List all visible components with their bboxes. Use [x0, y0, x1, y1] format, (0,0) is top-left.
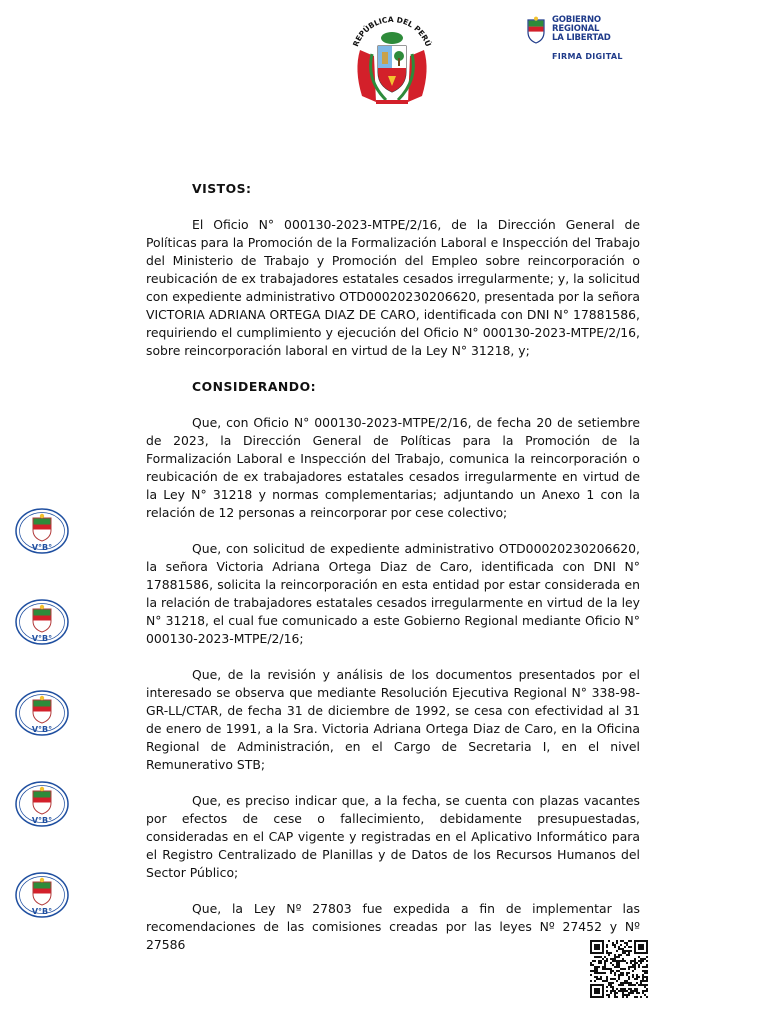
crest-caption: REPÚBLICA DEL PERÚ	[351, 14, 433, 48]
considerando-paragraph-5: Que, la Ley Nº 27803 fue expedida a fin de implementar las recomendaciones de las comisiones creadas por las leyes Nº 27452 y Nº 27586	[146, 901, 640, 952]
vobo-stamp-icon	[14, 779, 70, 829]
considerando-paragraph-4: Que, es preciso indicar que, a la fecha, se cuenta con plazas vacantes por efectos de cese o fallecimiento, debidamente presupuestadas, consideradas en el CAP vigente y registradas en el Aplicativo Informático para el Registro Centralizado de Planillas y de Datos de los Recursos Humanos del Sector Público;	[146, 793, 640, 880]
vobo-stamp-icon	[14, 506, 70, 556]
vobo-label: V°B°	[31, 634, 53, 643]
heading-considerando: CONSIDERANDO:	[192, 379, 317, 394]
vobo-label: V°B°	[31, 725, 53, 734]
vobo-label: V°B°	[31, 907, 53, 916]
vobo-stamp-icon	[14, 688, 70, 738]
gr-line-3: LA LIBERTAD	[552, 33, 611, 43]
considerando-paragraph-1: Que, con Oficio N° 000130-2023-MTPE/2/16, de fecha 20 de setiembre de 2023, la Dirección General de Políticas para la Promoción de la Formalización Laboral e Inspección del Trabajo, comunica la reincorporación o reubicación de ex trabajadores estatales cesados irregularmente en virtud de la Ley N° 31218 y normas complementarias; adjuntando un Anexo 1 con la relación de 12 personas a reincorporar por cese colectivo;	[146, 415, 640, 520]
vobo-label: V°B°	[31, 816, 53, 825]
document-body	[146, 180, 640, 972]
qr-code-icon	[590, 940, 648, 998]
gobierno-regional-logo	[522, 14, 632, 74]
vobo-stamp-icon	[14, 597, 70, 647]
regional-shield-icon	[526, 16, 546, 44]
considerando-paragraph-3: Que, de la revisión y análisis de los documentos presentados por el interesado se observa que mediante Resolución Ejecutiva Regional N° 338-98-GR-LL/CTAR, de fecha 31 de diciembre de 1992, se cesa con efectividad al 31 de enero de 1991, a la Sra. Victoria Adriana Ortega Diaz de Caro, en la Oficina Regional de Administración, en el Cargo de Secretaria I, en el nivel Remunerativo STB;	[146, 667, 640, 772]
vobo-label: V°B°	[31, 543, 53, 552]
gr-line-1: GOBIERNO	[552, 15, 601, 25]
coat-of-arms-icon	[346, 10, 438, 110]
considerando-paragraph-2: Que, con solicitud de expediente administrativo OTD00020230206620, la señora Victoria Adriana Ortega Diaz de Caro, identificada con DNI N° 17881586, solicita la reincorporación en esta entidad por estar considerada en la relación de trabajadores estatales cesados irregularmente en virtud de la ley N° 31218, el cual fue comunicado a este Gobierno Regional mediante Oficio N° 000130-2023-MTPE/2/16;	[146, 541, 640, 646]
heading-vistos: VISTOS:	[192, 181, 252, 196]
vobo-stamp-icon	[14, 870, 70, 920]
vistos-paragraph: El Oficio N° 000130-2023-MTPE/2/16, de la Dirección General de Políticas para la Promoción de la Formalización Laboral e Inspección del Trabajo del Ministerio de Trabajo y Promoción del Empleo sobre reincorporación o reubicación de ex trabajadores estatales cesados irregularmente; y, la solicitud con expediente administrativo OTD00020230206620, presentada por la señora VICTORIA ADRIANA ORTEGA DIAZ DE CARO, identificada con DNI N° 17881586, requiriendo el cumplimiento y ejecución del Oficio N° 000130-2023-MTPE/2/16, sobre reincorporación laboral en virtud de la Ley N° 31218, y;	[146, 217, 640, 358]
gr-line-2: REGIONAL	[552, 24, 600, 34]
firma-digital-label: FIRMA DIGITAL	[552, 52, 623, 61]
